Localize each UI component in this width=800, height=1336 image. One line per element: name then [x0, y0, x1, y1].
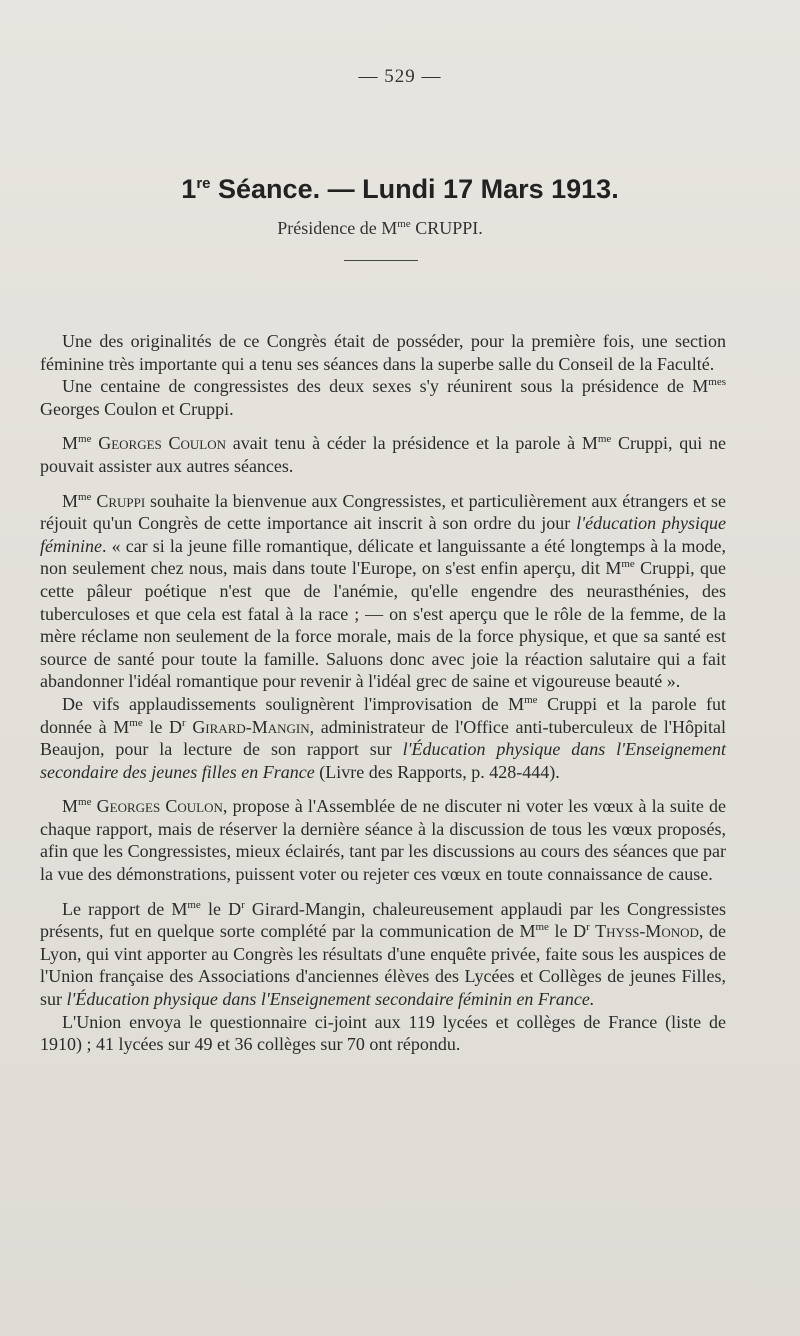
p7-sup4: r — [586, 921, 590, 934]
p7-text-a: Le rapport de M — [62, 898, 188, 919]
paragraph-6 — [40, 795, 726, 885]
p2-text-a: Une centaine de congressistes des deux sexes s'y réunirent sous la présidence de M — [62, 376, 709, 397]
p6-m: M — [62, 796, 79, 817]
title-ordinal: 1 — [181, 174, 197, 204]
p3-text-a: avait tenu à céder la présidence et la parole à M — [226, 433, 598, 454]
p3-sup2: me — [597, 433, 612, 446]
presidence-sup: me — [397, 218, 411, 230]
p5-sup2: me — [129, 716, 143, 729]
p7-text-b: le D — [200, 898, 242, 919]
p4-sup: me — [78, 490, 92, 503]
session-title — [0, 174, 800, 205]
p5-sup: me — [524, 693, 538, 706]
presidence-line — [0, 218, 760, 239]
presidence-name: CRUPPI. — [410, 218, 483, 238]
p4-italic: l'éducation physique féminine — [40, 513, 726, 556]
p2-text-b: Georges Coulon et Cruppi. — [40, 398, 234, 419]
p6-name: Georges Coulon — [91, 796, 223, 817]
p7-name: Thyss-Monod — [589, 921, 699, 942]
paragraph-8: L'Union envoya le questionnaire ci-joint aux 119 lycées et collèges de France (liste de 1910) ; 41 lycées sur 49 et 36 collèges sur 70 ont répondu. — [40, 1011, 726, 1055]
presidence-prefix: Présidence de M — [277, 218, 398, 238]
p4-text-a: souhaite la bienvenue aux Congressistes, et particulièrement aux étrangers et se réjouit qu'un Congrès de cette importance ait inscrit à son ordre du jour — [40, 490, 726, 534]
paragraph-4 — [40, 490, 726, 693]
paragraph-5 — [40, 693, 726, 783]
p4-sup2: me — [621, 558, 635, 571]
p2-sup: mes — [708, 376, 726, 389]
p7-text-d: le D — [548, 921, 587, 942]
p5-text-d: , administrateur de l'Office anti-tuberculeux de l'Hôpital Beaujon, pour la lecture de son rapport sur — [40, 716, 726, 760]
p6-sup: me — [78, 796, 92, 809]
p5-name: Girard-Mangin — [185, 716, 310, 737]
paragraph-1: Une des originalités de ce Congrès était de posséder, pour la première fois, une section féminine très importante qui a tenu ses séances dans la superbe salle du Conseil de la Faculté. — [40, 331, 726, 374]
p4-text-c: Cruppi, que cette pâleur poétique n'est que de l'anémie, qu'elle engendre des neurasthénies, des tuberculoses et que cela est fatal à la race ; — on s'est aperçu que le rôle de la femme, de la mère réclame non seulement de la force morale, mais de la force physique, et que sa santé est source de santé pour toute la famille. Saluons donc avec joie la réaction salutaire qui a fait abandonner l'idéal romantique pour revenir à l'idéal grec de saine et vigoureuse beauté ». — [40, 558, 726, 692]
p7-sup3: me — [535, 921, 549, 934]
paragraph-3 — [40, 432, 726, 477]
p7-text-e: , de Lyon, qui vint apporter au Congrès les résultats d'une enquête privée, faite sous les auspices de l'Union française des Associations d'anciennes élèves des Lycées et Collèges de jeunes Filles, sur — [40, 921, 726, 1010]
p7-sup2: r — [241, 898, 245, 911]
p5-text-a: De vifs applaudissements soulignèrent l'improvisation de M — [62, 693, 525, 714]
p3-sup: me — [78, 433, 92, 446]
p6-text-a: , propose à l'Assemblée de ne discuter ni voter les vœux à la suite de chaque rapport, mais de réserver la dernière séance à la discussion de tous les vœux proposés, afin que les Congressistes, mieux éclairés, tant par les discussions au cours des séances que par la vue des démonstrations, puissent voter ou rejeter ces vœux en toute connaissance de cause. — [40, 796, 726, 885]
p3-text-b: Cruppi, qui ne pouvait assister aux autres séances. — [40, 433, 726, 476]
p5-text-c: le D — [142, 716, 182, 737]
p3-m: M — [62, 433, 79, 454]
p5-text-b: Cruppi et la parole fut donnée à M — [40, 693, 726, 737]
paragraph-2 — [40, 375, 726, 420]
p5-text-e: (Livre des Rapports, p. 428-444). — [314, 761, 560, 782]
p7-sup: me — [187, 898, 201, 911]
p4-name: Cruppi — [91, 490, 146, 511]
p7-text-c: Girard-Mangin, chaleureusement applaudi par les Congressistes présents, fut en quelque sorte complété par la communication de M — [40, 898, 726, 942]
p5-italic: l'Éducation physique dans l'Enseignement secondaire des jeunes filles en France — [40, 739, 726, 782]
body-text — [40, 330, 726, 1056]
title-ordinal-sup: re — [196, 175, 211, 192]
p3-name: Georges Coulon — [91, 433, 226, 454]
p7-italic: l'Éducation physique dans l'Enseignement secondaire féminin en France. — [66, 989, 595, 1010]
page-number: — 529 — — [358, 66, 442, 87]
title-text: Séance. — Lundi 17 Mars 1913. — [210, 174, 619, 204]
paragraph-7 — [40, 898, 726, 1011]
title-divider — [344, 260, 418, 261]
p4-text-b: . « car si la jeune fille romantique, délicate et languissante a été longtemps à la mode, non seulement chez nous, mais dans toute l'Europe, on s'est enfin aperçu, dit M — [40, 535, 726, 579]
p5-sup3: r — [182, 716, 186, 729]
p4-m: M — [62, 490, 79, 511]
